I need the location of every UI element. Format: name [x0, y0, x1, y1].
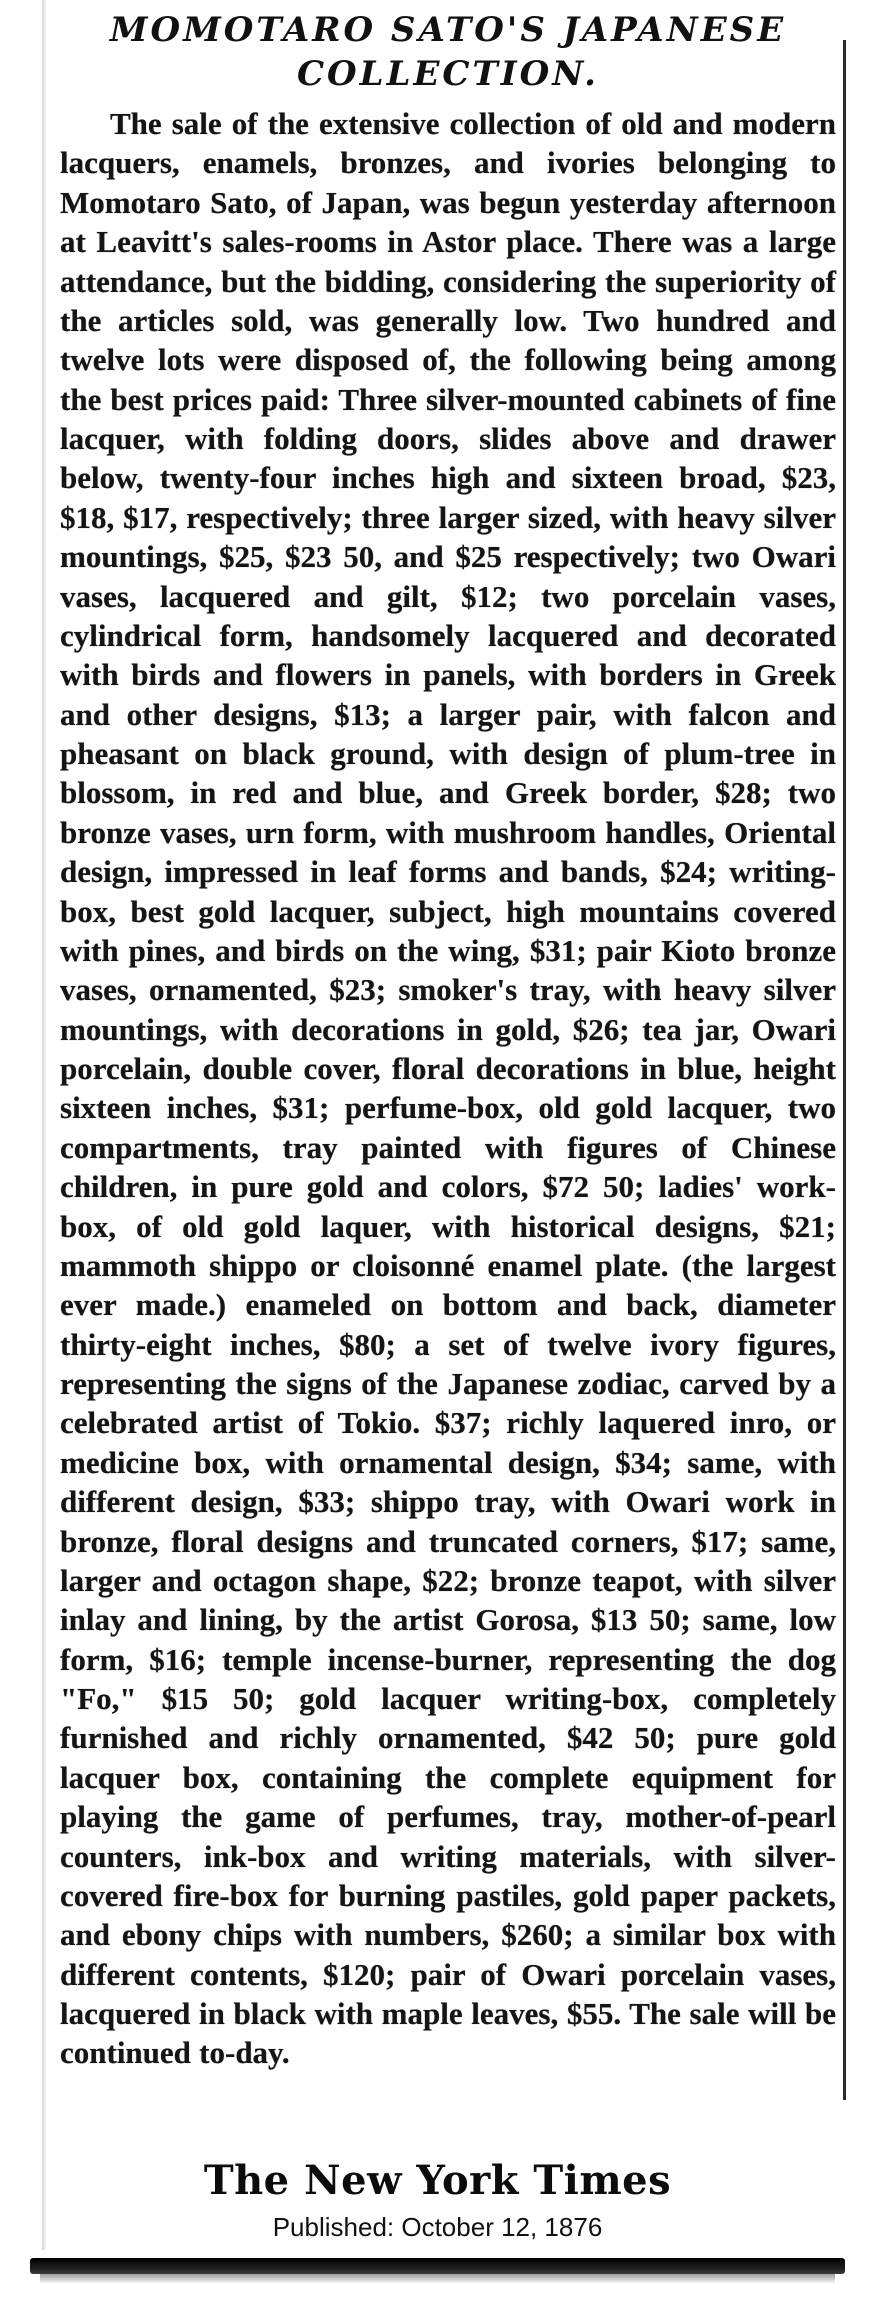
article-column [60, 8, 836, 2073]
scan-bottom-edge [30, 2258, 845, 2274]
column-rule [843, 40, 846, 2100]
article-body: The sale of the extensive collection of old and modern lacquers, enamels, bronzes, and ivories belonging to Momotaro Sato, of Japan, was begun yesterday afternoon at Leavitt's sales-rooms in Astor place. There was a large attendance, but the bidding, considering the superiority of the articles sold, was generally low. Two hundred and twelve lots were disposed of, the following being among the best prices paid: Three silver-mounted cabinets of fine lacquer, with folding doors, slides above and drawer below, twenty-four inches high and sixteen broad, $23, $18, $17, respectively; three larger sized, with heavy silver mountings, $25, $23 50, and $25 respectively; two Owari vases, lacquered and gilt, $12; two porcelain vases, cylindrical form, handsomely lacquered and decorated with birds and flowers in panels, with borders in Greek and other designs, $13; a larger pair, with falcon and pheasant on black ground, with design of plum-tree in blossom, in red and blue, and Greek border, $28; two bronze vases, urn form, with mushroom handles, Oriental design, impressed in leaf forms and bands, $24; writing-box, best gold lacquer, subject, high mountains covered with pines, and birds on the wing, $31; pair Kioto bronze vases, ornamented, $23; smoker's tray, with heavy silver mountings, with decorations in gold, $26; tea jar, Owari porcelain, double cover, floral decorations in blue, height sixteen inches, $31; perfume-box, old gold lacquer, two compartments, tray painted with figures of Chinese children, in pure gold and colors, $72 50; ladies' work-box, of old gold laquer, with historical designs, $21; mammoth shippo or cloisonné enamel plate. (the largest ever made.) enameled on bottom and back, diameter thirty-eight inches, $80; a set of twelve ivory figures, representing the signs of the Japanese zodiac, carved by a celebrated artist of Tokio. $37; richly laquered inro, or medicine box, with ornamental design, $34; same, with different design, $33; shippo tray, with Owari work in bronze, floral designs and truncated corners, $17; same, larger and octagon shape, $22; bronze teapot, with silver inlay and lining, by the artist Gorosa, $13 50; same, low form, $16; temple incense-burner, representing the dog "Fo," $15 50; gold lacquer writing-box, completely furnished and richly ornamented, $42 50; pure gold lacquer box, containing the complete equipment for playing the game of perfumes, tray, mother-of-pearl counters, ink-box and writing materials, with silver-covered fire-box for burning pastiles, gold paper packets, and ebony chips with numbers, $260; a similar box with different contents, $120; pair of Owari porcelain vases, lacquered in black with maple leaves, $55. The sale will be continued to-day. [60, 106, 836, 2071]
newspaper-masthead: The New York Times [203, 2157, 672, 2204]
scan-bottom-shadow [40, 2274, 835, 2284]
article-footer [0, 2155, 875, 2243]
clipping-left-edge [42, 0, 46, 2250]
publication-date: Published: October 12, 1876 [272, 2212, 603, 2242]
article-headline: MOMOTARO SATO'S JAPANESE COLLECTION. [109, 10, 787, 94]
